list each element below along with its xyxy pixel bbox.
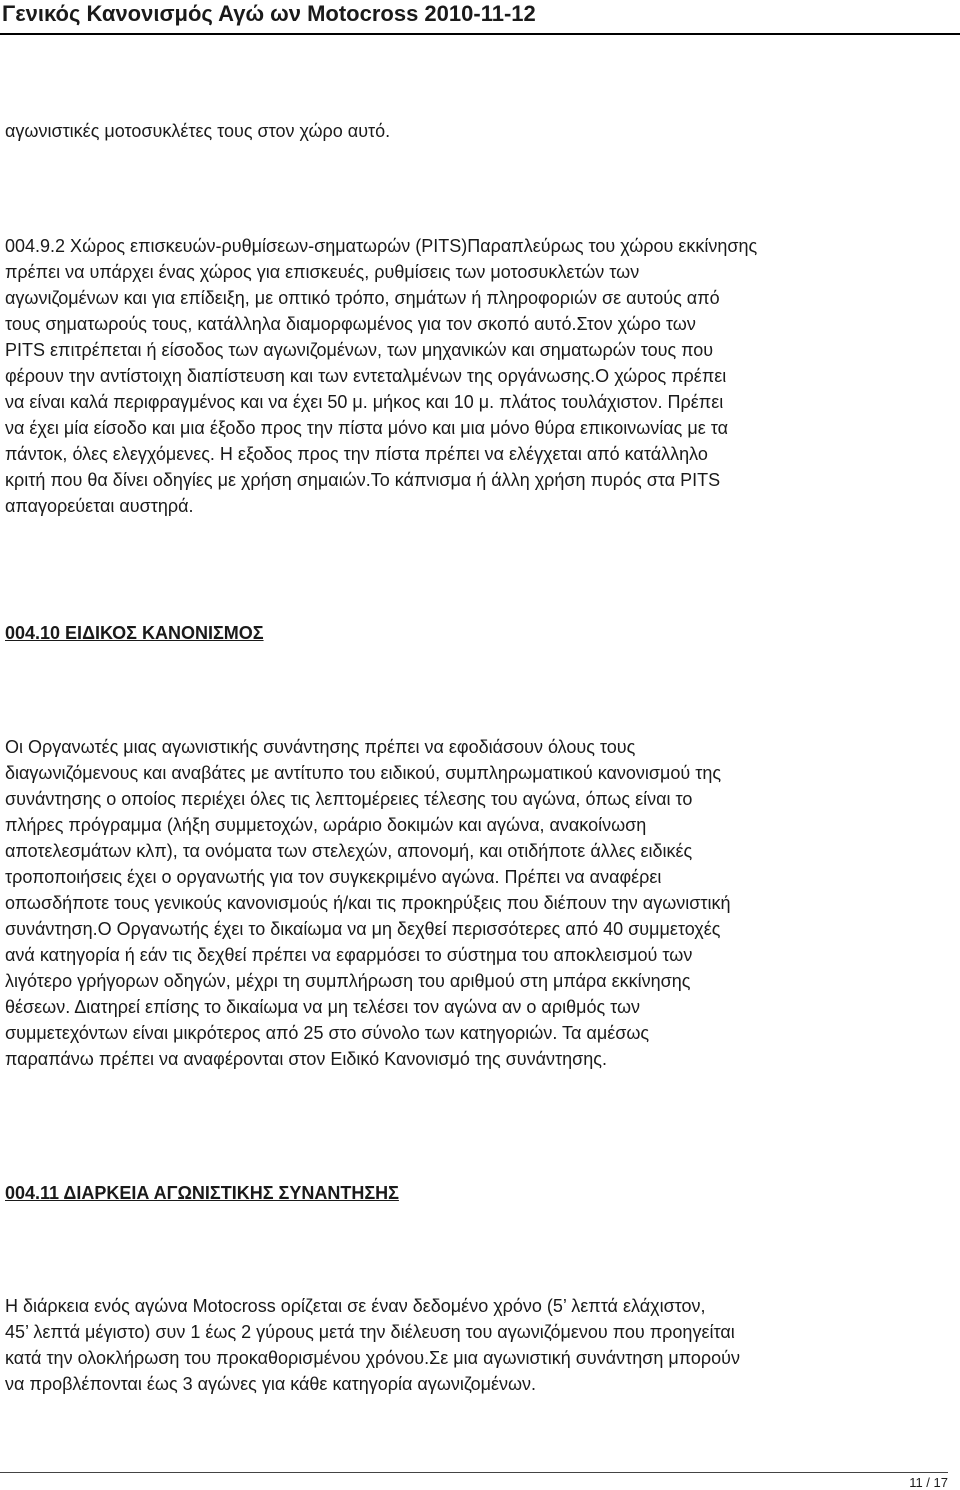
text-line: Η διάρκεια ενός αγώνα Motocross ορίζεται σε έναν δεδομένο χρόνο (5’ λεπτά ελάχιστον,: [5, 1296, 706, 1316]
text-line: 45’ λεπτά μέγιστο) συν 1 έως 2 γύρους μετά την διέλευση του αγωνιζόμενου που προηγείται: [5, 1322, 735, 1342]
section-heading-special-regulation: 004.10 ΕΙΔΙΚΟΣ ΚΑΝΟΝΙΣΜΟΣ: [5, 623, 264, 643]
text-line: ανά κατηγορία ή εάν τις δεχθεί πρέπει να εφαρμόσει το σύστημα του αποκλεισμού των: [5, 945, 693, 965]
text-line: πρέπει να υπάρχει ένας χώρος για επισκευές, ρυθμίσεις των μοτοσυκλετών των: [5, 262, 640, 282]
paragraph-intro: [5, 118, 955, 144]
page-number: 11 / 17: [909, 1475, 948, 1490]
text-line: τροποποιήσεις έχει ο οργανωτής για τον συγκεκριμένο αγώνα. Πρέπει να αναφέρει: [5, 867, 662, 887]
header-divider: [0, 33, 960, 35]
text-line: απαγορεύεται αυστηρά.: [5, 496, 194, 516]
text-line: κριτή που θα δίνει οδηγίες με χρήση σημαιών.Το κάπνισμα ή άλλη χρήση πυρός στα PITS: [5, 470, 721, 490]
paragraph-special-regulation: [5, 734, 955, 1072]
text-line: πλήρες πρόγραμμα (λήξη συμμετοχών, ωράριο δοκιμών και αγώνα, ανακοίνωση: [5, 815, 647, 835]
text-line: να έχει μία είσοδο και μια έξοδο προς την πίστα μόνο και μια μόνο θύρα επικοινωνίας με τα: [5, 418, 728, 438]
text-line: να είναι καλά περιφραγμένος και να έχει 50 μ. μήκος και 10 μ. πλάτος τουλάχιστον. Πρέπει: [5, 392, 724, 412]
document-title: Γενικός Κανονισμός Αγώ ων Motocross 2010-11-12: [2, 1, 536, 26]
paragraph-race-duration: [5, 1293, 955, 1397]
text-line: PITS επιτρέπεται ή είσοδος των αγωνιζομένων, των μηχανικών και σηματωρών τους που: [5, 340, 714, 360]
text-line: αποτελεσμάτων κλπ), τα ονόματα των στελεχών, απονομή, και οτιδήποτε άλλες ειδικές: [5, 841, 693, 861]
text-line: Οι Οργανωτές μιας αγωνιστικής συνάντησης πρέπει να εφοδιάσουν όλους τους: [5, 737, 636, 757]
text-line: θέσεων. Διατηρεί επίσης το δικαίωμα να μη τελέσει τον αγώνα αν ο αριθμός των: [5, 997, 641, 1017]
text-line: αγωνιζομένων και για επίδειξη, με οπτικό τρόπο, σημάτων ή πληροφοριών σε αυτούς από: [5, 288, 720, 308]
footer-divider: [0, 1472, 948, 1473]
text-line: 004.9.2 Χώρος επισκευών-ρυθμίσεων-σηματωρών (PITS)Παραπλεύρως του χώρου εκκίνησης: [5, 236, 758, 256]
text-line: συμμετεχόντων είναι μικρότερος από 25 στο σύνολο των κατηγοριών. Τα αμέσως: [5, 1023, 650, 1043]
text-line: συνάντησης ο οποίος περιέχει όλες τις λεπτομέρειες τέλεσης του αγώνα, όπως είναι το: [5, 789, 693, 809]
paragraph-pits: [5, 233, 955, 519]
text-line: να προβλέπονται έως 3 αγώνες για κάθε κατηγορία αγωνιζομένων.: [5, 1374, 537, 1394]
text-line: φέρουν την αντίστοιχη διαπίστευση και των εντεταλμένων της οργάνωσης.Ο χώρος πρέπει: [5, 366, 727, 386]
text-line: παραπάνω πρέπει να αναφέρονται στον Ειδικό Κανονισμό της συνάντησης.: [5, 1049, 607, 1069]
text-line: τους σηματωρούς τους, κατάλληλα διαμορφωμένος για τον σκοπό αυτό.Στον χώρο των: [5, 314, 696, 334]
text-line: διαγωνιζόμενους και αναβάτες με αντίτυπο του ειδικού, συμπληρωματικού κανονισμού της: [5, 763, 722, 783]
text-line: κατά την ολοκλήρωση του προκαθορισμένου χρόνου.Σε μια αγωνιστική συνάντηση μπορούν: [5, 1348, 741, 1368]
text-line: οπωσδήποτε τους γενικούς κανονισμούς ή/και τις προκηρύξεις που διέπουν την αγωνιστική: [5, 893, 731, 913]
text-line: λιγότερο γρήγορων οδηγών, μέχρι τη συμπλήρωση του αριθμού στη μπάρα εκκίνησης: [5, 971, 691, 991]
text-line: πάντοκ, όλες ελεγχόμενες. Η εξοδος προς την πίστα πρέπει να ελέγχεται από κατάλληλο: [5, 444, 708, 464]
text-line: αγωνιστικές μοτοσυκλέτες τους στον χώρο αυτό.: [5, 121, 391, 141]
text-line: συνάντηση.Ο Οργανωτής έχει το δικαίωμα να μη δεχθεί περισσότερες από 40 συμμετοχές: [5, 919, 721, 939]
section-heading-race-duration: 004.11 ΔΙΑΡΚΕΙΑ ΑΓΩΝΙΣΤΙΚΗΣ ΣΥΝΑΝΤΗΣΗΣ: [5, 1183, 399, 1203]
